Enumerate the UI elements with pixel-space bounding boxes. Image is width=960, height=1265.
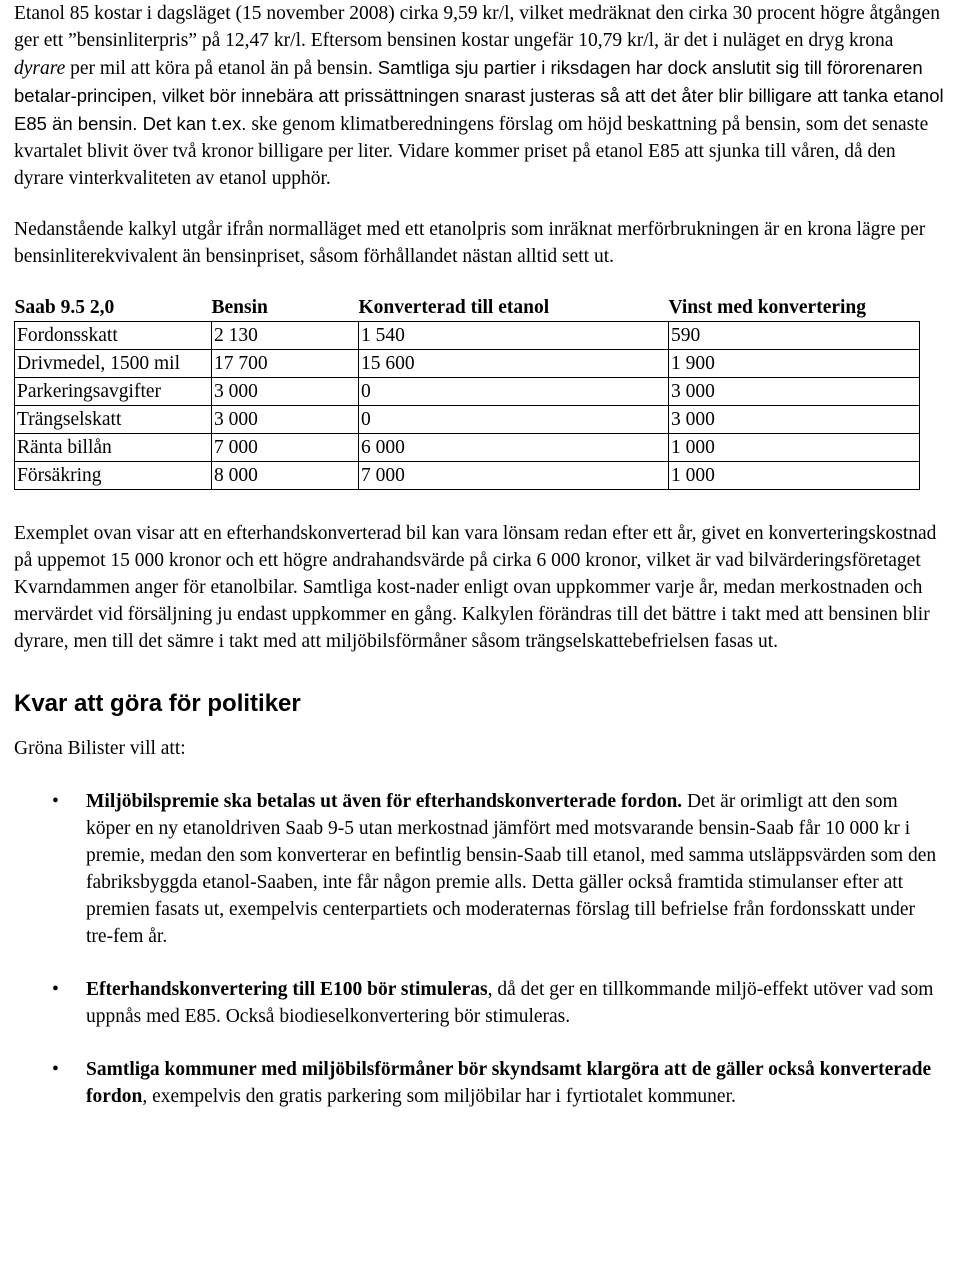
header-gain: Vinst med konvertering [668,297,867,318]
document-page [14,0,944,1136]
row-converted-value: 6 000 [359,434,669,462]
header-converted: Konverterad till etanol [358,297,550,318]
demand-text: , då det ger en tillkommande miljö-effekt utöver vad som uppnås med E85. Också biodieselkonvertering bör stimuleras. [86,979,934,1027]
row-converted-value: 7 000 [359,462,669,490]
row-converted-value: 0 [359,378,669,406]
row-petrol-value: 3 000 [212,406,359,434]
row-label: Parkeringsavgifter [15,378,212,406]
row-converted-value: 1 540 [359,322,669,350]
header-car-model: Saab 9.5 2,0 [14,297,115,318]
list-item [14,976,944,1030]
table-row [15,350,920,378]
table-row [15,462,920,490]
row-petrol-value: 8 000 [212,462,359,490]
row-converted-value: 0 [359,406,669,434]
row-label: Drivmedel, 1500 mil [15,350,212,378]
row-converted-value: 15 600 [359,350,669,378]
intro-paragraph [14,0,944,192]
bullet-icon: • [52,791,59,812]
row-label: Försäkring [15,462,212,490]
demand-text: , exempelvis den gratis parkering som miljöbilar har i fyrtiotalet kommuner. [142,1086,736,1107]
section-heading: Kvar att göra för politiker [14,690,301,717]
list-item [14,788,944,950]
intro-text-b: per mil att köra på etanol än på bensin. [65,58,378,79]
table-row [15,322,920,350]
table-row [15,406,920,434]
row-gain-value: 3 000 [669,406,920,434]
row-gain-value: 1 900 [669,350,920,378]
section-lead: Gröna Bilister vill att: [14,738,186,759]
intro-text-a: Etanol 85 kostar i dagsläget (15 november 2008) cirka 9,59 kr/l, vilket medräknat den cirka 30 procent högre åtgången ger ett ”bensinliterpris” på 12,47 kr/l. Eftersom bensinen kostar ungefär 10,79 kr/l, är det i nuläget en dryg krona [14,3,940,51]
row-petrol-value: 3 000 [212,378,359,406]
row-label: Ränta billån [15,434,212,462]
row-label: Fordonsskatt [15,322,212,350]
demand-heading: Samtliga kommuner med miljöbilsförmåner bör skyndsamt klargöra att de gäller också konverterade fordon [86,1059,932,1107]
bullet-icon: • [52,979,59,1000]
bullet-icon: • [52,1059,59,1080]
row-gain-value: 590 [669,322,920,350]
cost-table-wrapper [14,294,944,490]
table-row [15,378,920,406]
table-header-row [15,294,920,322]
list-item [14,1056,944,1110]
intro-text-d: ske genom klimatberedningens förslag om höjd beskattning på bensin, som det senaste kvartalet blivit över två kronor billigare per liter. Vidare kommer priset på etanol E85 att sjunka till våren, då den dyrare vinterkvaliteten av etanol upphör. [14,114,929,189]
demand-heading: Miljöbilspremie ska betalas ut även för efterhandskonverterade fordon. [86,791,683,812]
row-gain-value: 3 000 [669,378,920,406]
table-row [15,434,920,462]
demands-list [14,788,944,1110]
row-petrol-value: 2 130 [212,322,359,350]
row-label: Trängselskatt [15,406,212,434]
demand-text: Det är orimligt att den som köper en ny etanoldriven Saab 9-5 utan merkostnad jämfört med motsvarande bensin-Saab får 10 000 kr i premie, medan den som konverterar en befintlig bensin-Saab till etanol, med samma utsläppsvärden som den fabriksbyggda etanol-Saaben, inte får någon premie alls. Detta gäller också framtida stimulanser efter att premien fasats ut, exempelvis centerpartiets och moderaternas förslag till befrielse från fordonsskatt under tre-fem år. [86,791,937,947]
intro-text-c: Samtliga sju partier i riksdagen har dock anslutit sig till förorenaren betalar-principen, vilket bör innebära att prissättningen snarast justeras så att det åter blir billigare att tanka etanol E85 än bensin. Det kan t.ex. [14,57,944,134]
intro-emphasis: dyrare [14,58,66,79]
demand-heading: Efterhandskonvertering till E100 bör stimuleras [86,979,488,1000]
row-gain-value: 1 000 [669,462,920,490]
example-explanation-paragraph: Exemplet ovan visar att en efterhandskonverterad bil kan vara lönsam redan efter ett år, givet en konverteringskostnad på uppemot 15 000 kronor och ett högre andrahandsvärde på cirka 6 000 kronor, vilket är vad bilvärderingsföretaget Kvarndammen anger för etanolbilar. Samtliga kost-nader enligt ovan uppkommer varje år, medan merkostnaden och mervärdet vid försäljning ju endast uppkommer en gång. Kalkylen förändras till det bättre i takt med att bensinen blir dyrare, men till det sämre i takt med att miljöbilsförmåner såsom trängselskattebefrielsen fasas ut. [14,523,937,652]
header-petrol: Bensin [211,297,268,318]
row-petrol-value: 17 700 [212,350,359,378]
calculation-intro-paragraph: Nedanstående kalkyl utgår ifrån normalläget med ett etanolpris som inräknat merförbrukningen är en krona lägre per bensinliterekvivalent än bensinpriset, såsom förhållandet nästan alltid sett ut. [14,219,926,267]
row-petrol-value: 7 000 [212,434,359,462]
row-gain-value: 1 000 [669,434,920,462]
cost-comparison-table [14,294,920,490]
